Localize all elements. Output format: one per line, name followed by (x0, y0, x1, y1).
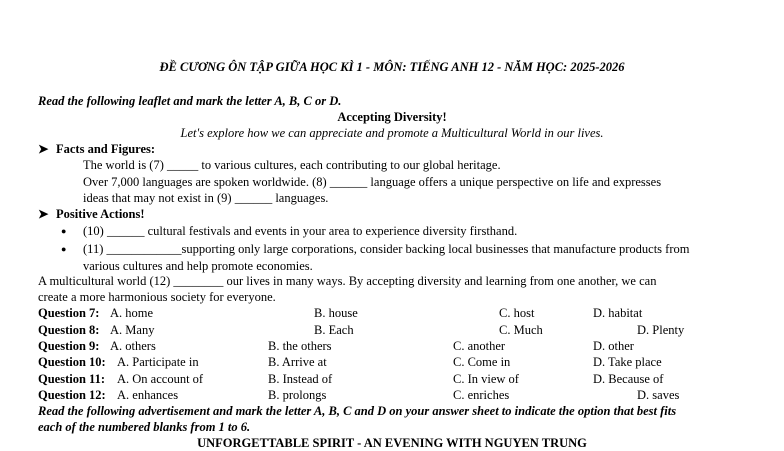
facts-line-2: Over 7,000 languages are spoken worldwide. (8) ______ language offers a unique perspective on life and expresses (83, 175, 662, 189)
question-label: Question 11: (38, 372, 106, 386)
instruction-advertisement-line-1: Read the following advertisement and mark the letter A, B, C and D on your answer sheet to indicate the option that best fits (38, 404, 677, 418)
leaflet-heading: Accepting Diversity! (337, 110, 447, 124)
option-a: A. On account of (117, 372, 204, 386)
advertisement-heading-cutoff: UNFORGETTABLE SPIRIT - AN EVENING WITH NGUYEN TRUNG (197, 436, 587, 450)
option-c: C. host (499, 306, 535, 320)
facts-section-title (38, 142, 155, 157)
option-c: C. In view of (453, 372, 519, 386)
option-b: B. house (314, 306, 358, 320)
question-label: Question 8: (38, 323, 100, 337)
actions-section-title (38, 207, 145, 222)
option-c: C. Come in (453, 355, 511, 369)
option-a: A. Many (110, 323, 155, 337)
action-line-3: various cultures and help promote economies. (83, 259, 313, 273)
option-d: D. other (593, 339, 634, 353)
question-label: Question 9: (38, 339, 100, 353)
closing-line-1: A multicultural world (12) ________ our lives in many ways. By accepting diversity and learning from one another, we can (38, 274, 657, 288)
option-a: A. enhances (117, 388, 179, 402)
action-line-2: (11) ____________supporting only large corporations, consider backing local businesses that manufacture products from (83, 242, 690, 256)
arrow-bullet-icon: ➤ (38, 207, 49, 221)
option-a: A. others (110, 339, 156, 353)
facts-line-1: The world is (7) _____ to various cultures, each contributing to our global heritage. (83, 158, 501, 172)
option-d: D. Take place (593, 355, 662, 369)
instruction-advertisement-line-2: each of the numbered blanks from 1 to 6. (38, 420, 251, 434)
option-d: D. Because of (593, 372, 664, 386)
option-d: D. saves (637, 388, 680, 402)
leaflet-subheading: Let's explore how we can appreciate and promote a Multicultural World in our lives. (180, 126, 604, 140)
instruction-leaflet: Read the following leaflet and mark the letter A, B, C or D. (38, 94, 342, 108)
action-line-1: (10) ______ cultural festivals and events in your area to experience diversity firsthand. (83, 224, 518, 238)
dot-bullet-icon: ● (61, 244, 67, 254)
question-label: Question 7: (38, 306, 100, 320)
option-b: B. Arrive at (268, 355, 327, 369)
option-b: B. the others (268, 339, 332, 353)
question-label: Question 10: (38, 355, 106, 369)
option-c: C. another (453, 339, 506, 353)
question-label: Question 12: (38, 388, 106, 402)
option-b: B. Instead of (268, 372, 333, 386)
option-a: A. Participate in (117, 355, 199, 369)
option-c: C. Much (499, 323, 543, 337)
document-title: ĐỀ CƯƠNG ÔN TẬP GIỮA HỌC KÌ 1 - MÔN: TIẾNG ANH 12 - NĂM HỌC: 2025-2026 (159, 60, 625, 74)
option-b: B. Each (314, 323, 354, 337)
option-d: D. Plenty (637, 323, 685, 337)
facts-title-text: Facts and Figures: (56, 142, 156, 156)
option-b: B. prolongs (268, 388, 327, 402)
option-c: C. enriches (453, 388, 510, 402)
dot-bullet-icon: ● (61, 226, 67, 236)
option-d: D. habitat (593, 306, 643, 320)
arrow-bullet-icon: ➤ (38, 142, 49, 156)
closing-line-2: create a more harmonious society for everyone. (38, 290, 276, 304)
option-a: A. home (110, 306, 154, 320)
facts-line-3: ideas that may not exist in (9) ______ languages. (83, 191, 329, 205)
actions-title-text: Positive Actions! (56, 207, 145, 221)
